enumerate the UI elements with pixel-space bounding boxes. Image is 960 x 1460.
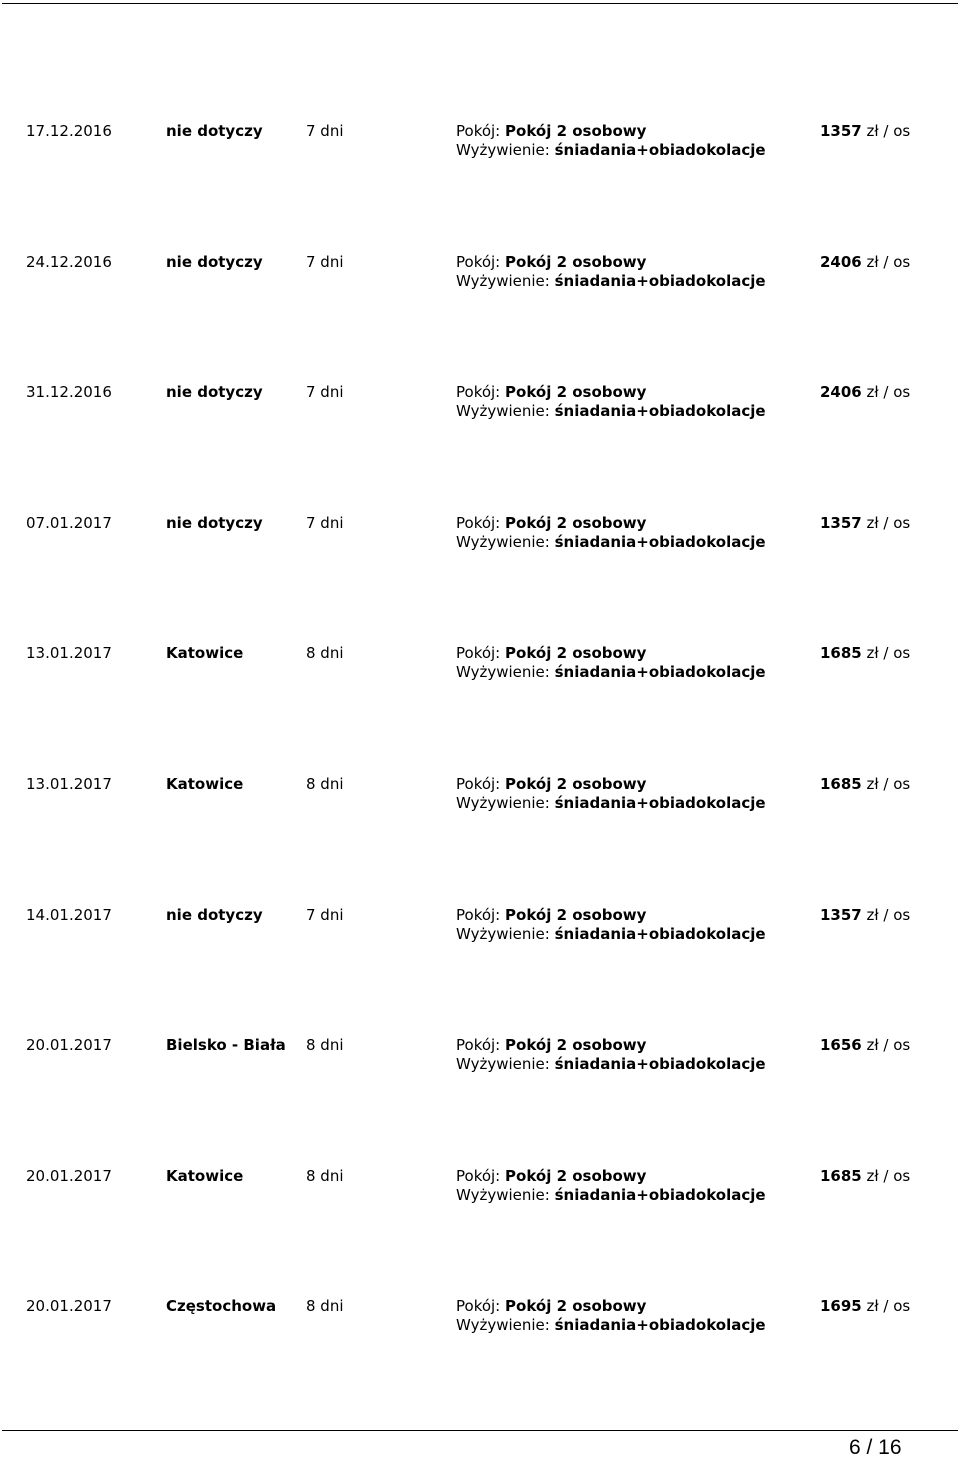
price-amount: 1357 <box>820 513 862 532</box>
room-type: Pokój 2 osobowy <box>505 644 647 663</box>
board-type: śniadania+obiadokolacje <box>554 271 766 290</box>
offer-details <box>456 906 766 944</box>
offer-date: 20.01.2017 <box>26 1036 112 1055</box>
board-type: śniadania+obiadokolacje <box>554 1055 766 1074</box>
offer-row <box>0 644 960 775</box>
board-type: śniadania+obiadokolacje <box>554 402 766 421</box>
price-unit: zł / os <box>866 774 911 793</box>
board-line <box>456 1055 766 1074</box>
offer-row <box>0 775 960 906</box>
room-label: Pokój: <box>456 644 501 663</box>
offer-details <box>456 1297 766 1335</box>
board-label: Wyżywienie: <box>456 1185 550 1204</box>
offer-details <box>456 1036 766 1074</box>
price-amount: 1685 <box>820 1166 862 1185</box>
room-line <box>456 644 766 663</box>
offer-duration: 8 dni <box>306 644 344 663</box>
price-amount: 1656 <box>820 1036 862 1055</box>
room-type: Pokój 2 osobowy <box>505 513 647 532</box>
board-type: śniadania+obiadokolacje <box>554 532 766 551</box>
footer-divider <box>2 1430 958 1431</box>
room-type: Pokój 2 osobowy <box>505 1166 647 1185</box>
offer-date: 07.01.2017 <box>26 513 112 532</box>
room-line <box>456 906 766 925</box>
board-label: Wyżywienie: <box>456 532 550 551</box>
price-amount: 1685 <box>820 774 862 793</box>
page-number: 6 / 16 <box>849 1436 902 1459</box>
offer-date: 20.01.2017 <box>26 1166 112 1185</box>
board-type: śniadania+obiadokolacje <box>554 1185 766 1204</box>
room-type: Pokój 2 osobowy <box>505 774 647 793</box>
offer-duration: 8 dni <box>306 1036 344 1055</box>
price-amount: 1685 <box>820 644 862 663</box>
offer-departure-city: nie dotyczy <box>166 252 263 271</box>
offer-details <box>456 514 766 552</box>
board-label: Wyżywienie: <box>456 793 550 812</box>
offer-row <box>0 1167 960 1298</box>
room-line <box>456 775 766 794</box>
offer-list <box>0 122 960 1428</box>
offer-date: 13.01.2017 <box>26 644 112 663</box>
room-label: Pokój: <box>456 513 501 532</box>
board-line <box>456 141 766 160</box>
offer-duration: 8 dni <box>306 1166 344 1185</box>
price-unit: zł / os <box>866 905 911 924</box>
offer-departure-city: Katowice <box>166 644 244 663</box>
price-unit: zł / os <box>866 122 911 140</box>
offer-date: 13.01.2017 <box>26 774 112 793</box>
offer-price <box>820 1297 910 1316</box>
board-label: Wyżywienie: <box>456 271 550 290</box>
room-type: Pokój 2 osobowy <box>505 905 647 924</box>
offer-duration: 7 dni <box>306 252 344 271</box>
board-line <box>456 402 766 421</box>
room-label: Pokój: <box>456 1036 501 1055</box>
offer-date: 14.01.2017 <box>26 905 112 924</box>
offer-row <box>0 514 960 645</box>
price-amount: 1357 <box>820 905 862 924</box>
offer-price <box>820 1167 910 1186</box>
room-label: Pokój: <box>456 774 501 793</box>
price-unit: zł / os <box>866 252 911 271</box>
offer-duration: 7 dni <box>306 905 344 924</box>
board-label: Wyżywienie: <box>456 1316 550 1335</box>
offer-details <box>456 775 766 813</box>
room-label: Pokój: <box>456 122 501 140</box>
offer-price <box>820 514 910 533</box>
board-label: Wyżywienie: <box>456 141 550 159</box>
board-line <box>456 272 766 291</box>
offer-duration: 7 dni <box>306 513 344 532</box>
offer-price <box>820 1036 910 1055</box>
board-type: śniadania+obiadokolacje <box>554 141 766 159</box>
offer-date: 31.12.2016 <box>26 383 112 402</box>
board-line <box>456 1316 766 1335</box>
board-line <box>456 1186 766 1205</box>
room-type: Pokój 2 osobowy <box>505 383 647 402</box>
offer-departure-city: Częstochowa <box>166 1297 277 1316</box>
room-label: Pokój: <box>456 1297 501 1316</box>
board-line <box>456 533 766 552</box>
room-line <box>456 1167 766 1186</box>
board-label: Wyżywienie: <box>456 663 550 682</box>
board-label: Wyżywienie: <box>456 924 550 943</box>
board-line <box>456 925 766 944</box>
offer-departure-city: Bielsko - Biała <box>166 1036 286 1055</box>
offer-departure-city: Katowice <box>166 1166 244 1185</box>
room-line <box>456 1297 766 1316</box>
offer-price <box>820 253 910 272</box>
offer-row <box>0 253 960 384</box>
room-line <box>456 122 766 141</box>
offer-details <box>456 1167 766 1205</box>
price-unit: zł / os <box>866 1297 911 1316</box>
offer-duration: 7 dni <box>306 122 344 140</box>
offer-duration: 8 dni <box>306 1297 344 1316</box>
room-line <box>456 253 766 272</box>
room-line <box>456 1036 766 1055</box>
board-label: Wyżywienie: <box>456 1055 550 1074</box>
price-amount: 1357 <box>820 122 862 140</box>
top-divider <box>2 3 958 4</box>
offer-price <box>820 122 910 141</box>
offer-row <box>0 122 960 253</box>
room-label: Pokój: <box>456 383 501 402</box>
offer-row <box>0 1297 960 1428</box>
price-amount: 1695 <box>820 1297 862 1316</box>
offer-details <box>456 383 766 421</box>
offer-departure-city: nie dotyczy <box>166 383 263 402</box>
board-type: śniadania+obiadokolacje <box>554 924 766 943</box>
offer-duration: 8 dni <box>306 774 344 793</box>
price-amount: 2406 <box>820 383 862 402</box>
offer-price <box>820 906 910 925</box>
offer-date: 24.12.2016 <box>26 252 112 271</box>
offer-price <box>820 383 910 402</box>
price-unit: zł / os <box>866 1036 911 1055</box>
offer-duration: 7 dni <box>306 383 344 402</box>
room-type: Pokój 2 osobowy <box>505 122 647 140</box>
offer-details <box>456 644 766 682</box>
board-type: śniadania+obiadokolacje <box>554 793 766 812</box>
offer-row <box>0 906 960 1037</box>
board-line <box>456 663 766 682</box>
board-line <box>456 794 766 813</box>
offer-row <box>0 1036 960 1167</box>
room-label: Pokój: <box>456 252 501 271</box>
room-label: Pokój: <box>456 1166 501 1185</box>
price-unit: zł / os <box>866 1166 911 1185</box>
room-label: Pokój: <box>456 905 501 924</box>
offer-price <box>820 775 910 794</box>
offer-price <box>820 644 910 663</box>
board-type: śniadania+obiadokolacje <box>554 663 766 682</box>
price-unit: zł / os <box>866 383 911 402</box>
offer-departure-city: nie dotyczy <box>166 513 263 532</box>
room-type: Pokój 2 osobowy <box>505 1297 647 1316</box>
board-label: Wyżywienie: <box>456 402 550 421</box>
room-type: Pokój 2 osobowy <box>505 1036 647 1055</box>
board-type: śniadania+obiadokolacje <box>554 1316 766 1335</box>
price-amount: 2406 <box>820 252 862 271</box>
price-unit: zł / os <box>866 513 911 532</box>
price-unit: zł / os <box>866 644 911 663</box>
offer-date: 17.12.2016 <box>26 122 112 140</box>
offer-details <box>456 253 766 291</box>
offer-date: 20.01.2017 <box>26 1297 112 1316</box>
offer-row <box>0 383 960 514</box>
room-line <box>456 383 766 402</box>
room-line <box>456 514 766 533</box>
offer-departure-city: Katowice <box>166 774 244 793</box>
offer-departure-city: nie dotyczy <box>166 905 263 924</box>
offer-departure-city: nie dotyczy <box>166 122 263 140</box>
offer-details <box>456 122 766 160</box>
room-type: Pokój 2 osobowy <box>505 252 647 271</box>
